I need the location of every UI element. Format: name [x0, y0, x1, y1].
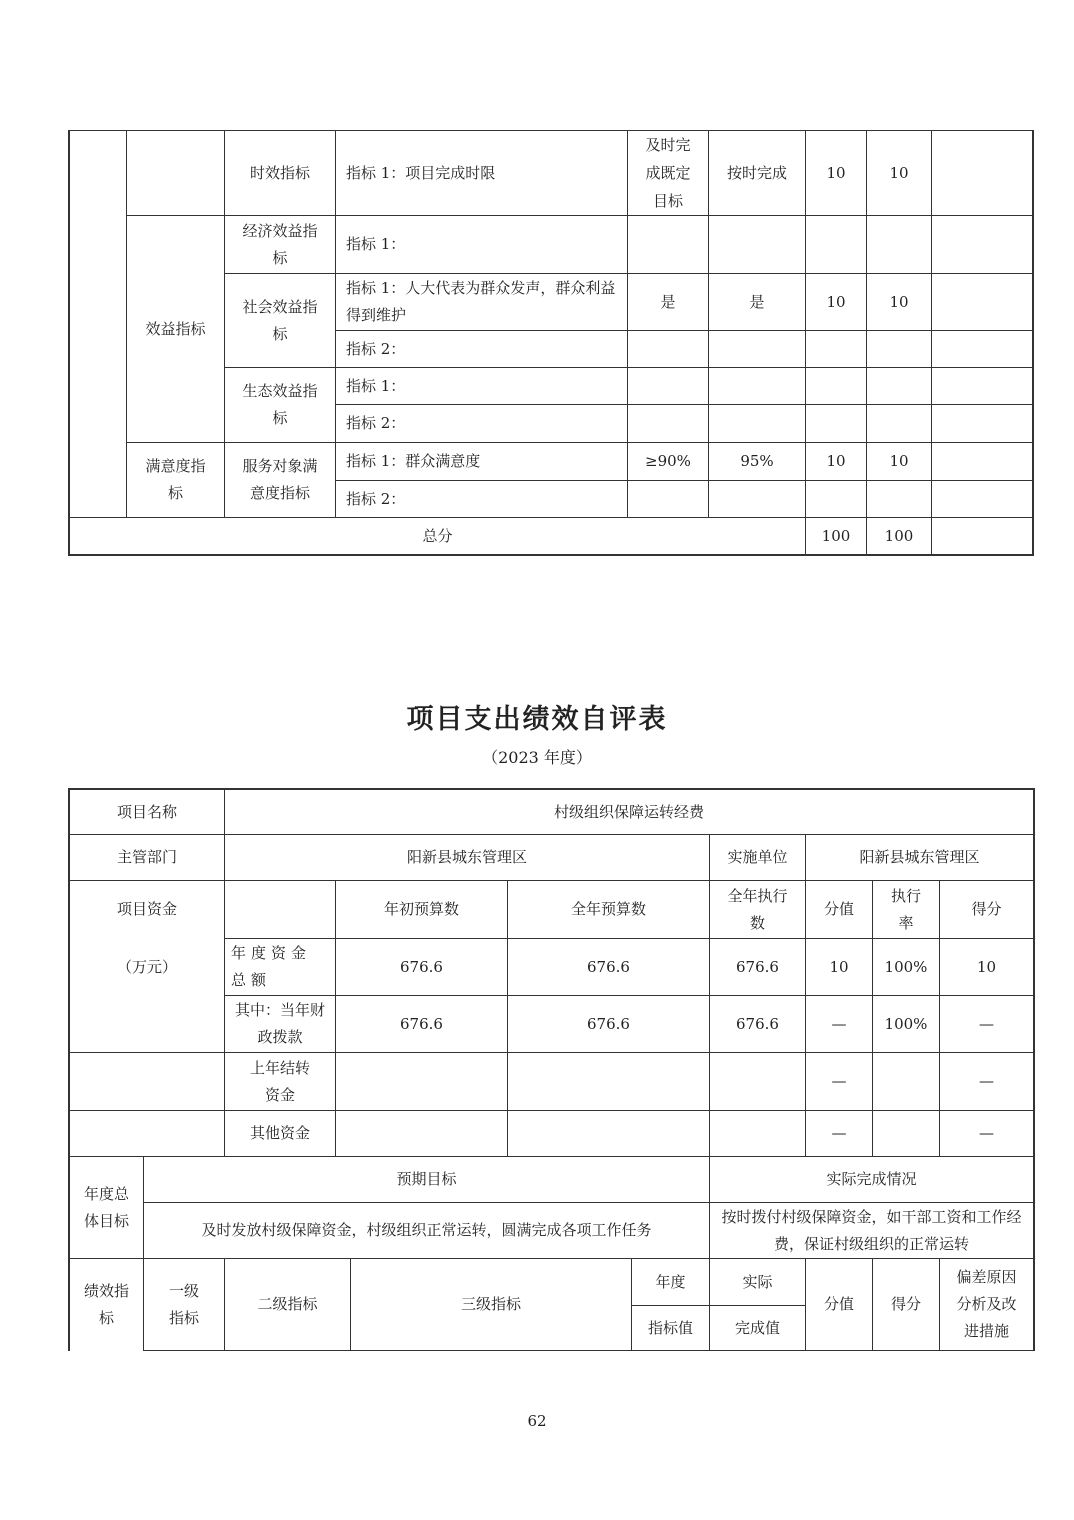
score-service-1: 10: [826, 452, 846, 470]
label-ecological: 生态效益指标: [242, 382, 318, 427]
indicator-ecological-1: 指标 1：: [346, 376, 406, 395]
fund-row-initial: 676.6: [400, 957, 443, 976]
indicator-timeliness: 指标 1：项目完成时限: [346, 163, 496, 182]
col-full-budget: 全年预算数: [570, 900, 646, 918]
page-subtitle: （2023 年度）: [482, 748, 592, 767]
fund-row-rate: [873, 1053, 939, 1110]
col-initial-budget: 年初预算数: [383, 900, 459, 918]
label-economic: 经济效益指标: [242, 221, 318, 267]
fund-row-exec: [710, 1111, 805, 1156]
page-title: 项目支出绩效自评表: [406, 704, 668, 735]
fund-row-rate: [873, 1111, 939, 1156]
fund-row-score: —: [831, 1072, 847, 1090]
fund-row-rate: 100%: [884, 957, 928, 976]
score-social-1: 10: [826, 292, 846, 311]
actual-service-1: 95%: [740, 452, 774, 470]
total-score: 100: [821, 526, 851, 545]
fund-row-label: 其中：当年财政拨款: [234, 1001, 325, 1046]
header-level2: 二级指标: [257, 1295, 318, 1313]
funds-unit: （万元）: [116, 957, 177, 976]
indicator-economic-1: 指标 1：: [346, 235, 406, 253]
fund-row-full: 676.6: [587, 1014, 630, 1033]
got-social-1: 10: [889, 292, 909, 311]
fund-row-score: —: [831, 1014, 847, 1033]
page-number: 62: [527, 1412, 547, 1430]
dept-value: 阳新县城东管理区: [406, 848, 527, 866]
perf-label: 绩效指标: [84, 1281, 130, 1327]
indicator-service-1: 指标 1：群众满意度: [346, 452, 481, 470]
header-actual: 实际: [742, 1272, 773, 1291]
expected-label: 预期目标: [396, 1170, 457, 1188]
header-got: 得分: [890, 1295, 921, 1313]
label-social: 社会效益指标: [242, 297, 318, 343]
fund-row-exec: [710, 1053, 805, 1110]
goal-label: 年度总体目标: [83, 1184, 129, 1230]
header-score: 分值: [823, 1295, 854, 1313]
expected-goal: 及时发放村级保障资金，村级组织正常运转，圆满完成各项工作任务: [201, 1221, 652, 1239]
got-timeliness: 10: [889, 163, 909, 182]
fund-row-initial: [336, 1053, 507, 1110]
fund-row-rate: 100%: [884, 1014, 928, 1033]
indicator-social-2: 指标 2：: [346, 339, 406, 358]
group-satisfaction: 满意度指标: [145, 457, 206, 502]
fund-row-label: 年度资金总额: [231, 944, 312, 989]
project-name-label: 项目名称: [116, 802, 177, 821]
target-timeliness: 及时完成既定目标: [645, 136, 691, 210]
col-executed: 全年执行数: [727, 886, 788, 932]
header-deviation: 偏差原因分析及改进措施: [956, 1268, 1017, 1340]
total-got: 100: [884, 526, 914, 545]
fund-row-exec: 676.6: [736, 1014, 779, 1033]
score-timeliness: 10: [826, 163, 846, 182]
fund-row-got: —: [979, 1014, 994, 1033]
impl-value: 阳新县城东管理区: [859, 848, 980, 866]
fund-row-score: —: [831, 1124, 847, 1142]
fund-row-initial: [336, 1111, 507, 1156]
fund-row-exec: 676.6: [736, 957, 779, 976]
fund-row-label: 其他资金: [249, 1124, 310, 1142]
fund-row-label: 上年结转资金: [249, 1058, 310, 1104]
indicator-social-1: 指标 1：人大代表为群众发声，群众利益得到维护: [346, 279, 616, 324]
header-level1: 一级指标: [168, 1281, 199, 1327]
col-score: 分值: [823, 900, 854, 918]
total-label: 总分: [422, 526, 453, 545]
col-rate: 执行率: [890, 886, 921, 932]
header-indicator-value: 指标值: [647, 1318, 693, 1337]
label-timeliness: 时效指标: [249, 163, 310, 182]
got-service-1: 10: [889, 452, 909, 470]
indicator-ecological-2: 指标 2：: [346, 414, 406, 432]
dept-label: 主管部门: [116, 848, 177, 866]
fund-row-got: 10: [976, 957, 997, 976]
group-benefit: 效益指标: [145, 319, 206, 338]
fund-row-full: [508, 1111, 709, 1156]
project-name-value: 村级组织保障运转经费: [553, 802, 704, 821]
actual-timeliness: 按时完成: [726, 163, 787, 182]
fund-row-full: 676.6: [587, 957, 630, 976]
fund-row-score: 10: [829, 957, 849, 976]
impl-label: 实施单位: [727, 848, 788, 866]
col-got: 得分: [971, 900, 1002, 918]
fund-row-full: [508, 1053, 709, 1110]
fund-row-initial: 676.6: [400, 1014, 443, 1033]
fund-row-got: —: [979, 1072, 994, 1090]
target-social-1: 是: [660, 292, 676, 311]
actual-completion: 按时拨付村级保障资金，如干部工资和工作经费，保证村级组织的正常运转: [721, 1207, 1022, 1253]
target-service-1: ≥90%: [645, 452, 691, 470]
header-level3: 三级指标: [460, 1295, 521, 1313]
actual-social-1: 是: [749, 292, 765, 311]
header-annual: 年度: [655, 1272, 686, 1291]
header-completed-value: 完成值: [734, 1318, 780, 1337]
label-service: 服务对象满意度指标: [242, 457, 318, 502]
indicator-service-2: 指标 2：: [346, 489, 406, 508]
fund-row-got: —: [979, 1124, 994, 1142]
actual-label: 实际完成情况: [826, 1170, 917, 1188]
funds-label: 项目资金: [116, 900, 177, 918]
